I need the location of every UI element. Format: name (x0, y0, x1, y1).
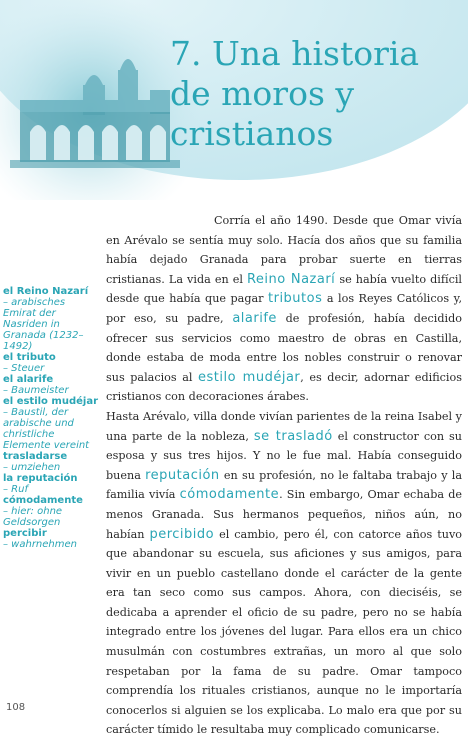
glossary-entry (3, 352, 99, 374)
glossary-definition: – arabisches Emirat der Nasriden in Granada (1232–1492) (3, 297, 84, 352)
glossary-definition: – hier: ohne Geldsorgen (3, 506, 63, 528)
glossary-definition: – umziehen (3, 462, 61, 473)
text-run: se había vuelto difícil desde que había que pagar (106, 272, 462, 306)
vocabulary-keyword: tributos (268, 291, 323, 307)
glossary-term: el tributo (3, 352, 56, 363)
text-run: a los Reyes Católicos y, por eso, su padre, (106, 292, 462, 325)
text-run: en su profesión, no le faltaba trabajo y la familia vivía (106, 468, 463, 502)
text-run: el cambio, pero él, con catorce años tuvo que abandonar su escuela, sus aficiones y sus amigos, para vivir en un pueblo castellano donde el carácter de la gente era tan seco como sus campos. Ahora, con dieciséis, se dedicaba a aprender el oficio de su padre, pero no se había integrado entre los jóvenes del lugar. Para ellos era un chico musulmán con costumbres extrañas, un moro al que solo respetaban por la fama de su padre. Omar tampoco comprendía los rituales cristianos, aunque no le importaría conocerlos si alguien se los explicaba. Lo malo era que por su carácter tímido le resultaba muy complicado comunicarse. (106, 527, 463, 737)
glossary-entry (3, 528, 99, 550)
glossary-entry (3, 286, 99, 352)
vocabulary-keyword: percibido (149, 526, 215, 542)
story-body (106, 211, 462, 740)
chapter-title-line: de moros y (170, 74, 355, 113)
glossary-entry (3, 374, 99, 396)
glossary-term: cómodamente (3, 495, 83, 506)
glossary-term: el Reino Nazarí (3, 286, 89, 297)
glossary-term: la reputación (3, 473, 78, 484)
text-run: , es decir, adornar edificios cristianos con decoraciones árabes. (106, 370, 462, 404)
text-run: Corría el año 1490. Desde que Omar vivía en Arévalo se sentía muy solo. Hacía dos años que su familia había dejado Granada para probar suerte en tierras cristianas. La vida en el (106, 214, 462, 286)
vocabulary-keyword: alarife (232, 310, 277, 326)
glossary-entry (3, 396, 99, 451)
glossary-entry (3, 451, 99, 473)
vocabulary-keyword: cómodamente (179, 487, 280, 503)
text-run: Hasta Arévalo, villa donde vivían parientes de la reina Isabel y una parte de la nobleza, (106, 409, 462, 443)
glossary-term: el estilo mudéjar (3, 396, 98, 407)
chapter-title (170, 34, 460, 154)
chapter-title-line: cristianos (170, 114, 334, 153)
text-run: de profesión, había decidido ofrecer sus servicios como maestro de obras en Castilla, donde estaba de moda entre los nobles construir o renovar sus palacios al (106, 311, 462, 384)
vocabulary-glossary (3, 286, 99, 550)
text-run: . Sin embargo, Omar echaba de menos Granada. Sus hermanos pequeños, niños aún, no habían (106, 488, 462, 541)
text-run: el constructor con su esposa y sus tres hijos. Y no le fue mal. Había conseguido buena (106, 429, 462, 482)
glossary-definition: – Steuer (3, 363, 45, 374)
page-number: 108 (6, 702, 26, 713)
chapter-title-line: 7. Una historia (170, 34, 420, 73)
glossary-definition: – Baumeister (3, 385, 69, 396)
glossary-entry (3, 473, 99, 495)
vocabulary-keyword: Reino Nazarí (246, 271, 336, 287)
glossary-definition: – wahrnehmen (3, 539, 77, 550)
vocabulary-keyword: se trasladó (253, 428, 333, 444)
glossary-entry (3, 495, 99, 528)
paragraph (106, 407, 462, 740)
vocabulary-keyword: reputación (145, 467, 220, 483)
paragraph (106, 211, 462, 407)
glossary-term: trasladarse (3, 451, 68, 462)
glossary-definition: – Baustil, der arabische und christliche Elemente vereint (3, 407, 90, 451)
glossary-term: el alarife (3, 374, 54, 385)
glossary-term: percibir (3, 528, 47, 539)
vocabulary-keyword: estilo mudéjar (198, 369, 301, 385)
glossary-definition: – Ruf (3, 484, 28, 495)
